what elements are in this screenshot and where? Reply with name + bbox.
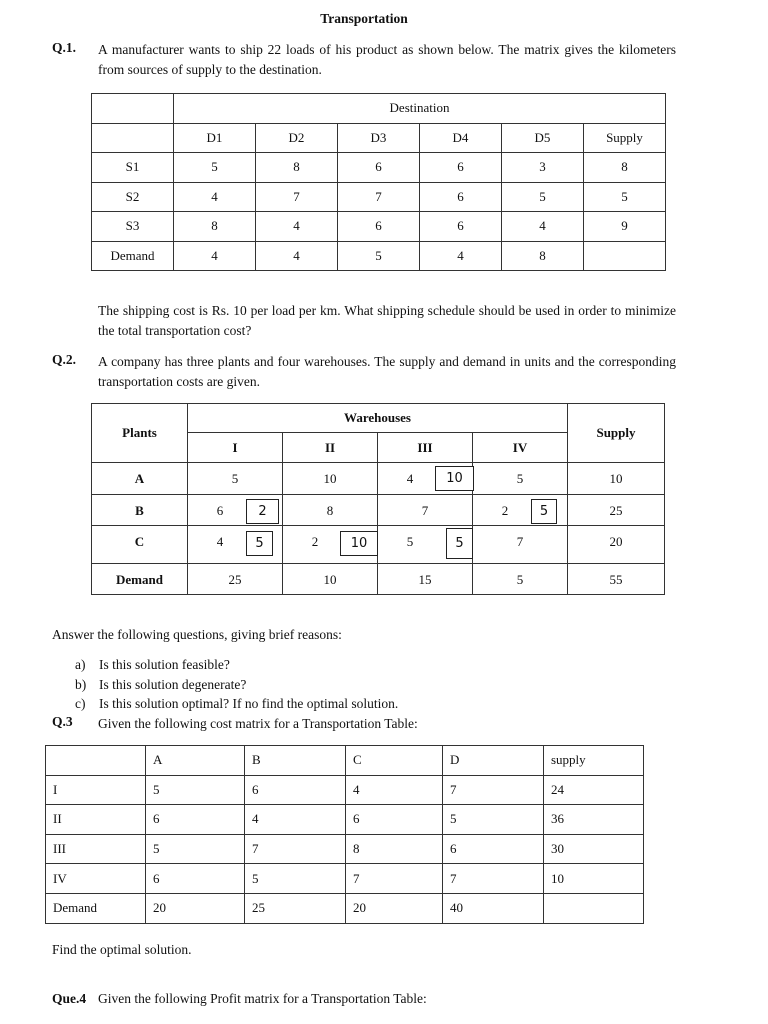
cell: 6	[338, 153, 420, 183]
cost-cell	[378, 526, 473, 564]
col-header: IV	[473, 433, 568, 463]
cell: 8	[256, 153, 338, 183]
table-row	[92, 526, 665, 564]
cell: 24	[544, 775, 644, 805]
cell: 40	[443, 893, 544, 923]
cell: 7	[338, 182, 420, 212]
cell: 25	[245, 893, 346, 923]
cost-cell	[473, 463, 568, 495]
cost-value: 7	[516, 534, 524, 549]
q1-followup: The shipping cost is Rs. 10 per load per km. What shipping schedule should be used in order to minimize the total transportation cost?	[98, 303, 676, 338]
cost-matrix-table	[45, 745, 644, 924]
list-item	[75, 655, 398, 675]
cost-cell	[188, 526, 283, 564]
row-label: S3	[92, 212, 174, 242]
cell: 36	[544, 805, 644, 835]
row-label: I	[46, 775, 146, 805]
supply-cell: 25	[568, 495, 665, 526]
cell: 6	[338, 212, 420, 242]
cell: 3	[502, 153, 584, 183]
col-header: D	[443, 746, 544, 776]
corner-cell	[92, 94, 174, 124]
cost-cell	[188, 463, 283, 495]
col-header: II	[283, 433, 378, 463]
cell: 4	[174, 241, 256, 271]
table-row	[46, 834, 644, 864]
cost-value: 4	[216, 534, 224, 549]
demand-cell: 25	[188, 564, 283, 595]
cell: 7	[245, 834, 346, 864]
q3-label: Q.3	[52, 714, 73, 729]
corner-cell	[46, 746, 146, 776]
allocation-box: 5	[531, 499, 557, 524]
cost-cell	[283, 463, 378, 495]
table-row	[92, 495, 665, 526]
allocation-box: 5	[246, 531, 273, 556]
cell: 5	[174, 153, 256, 183]
cell: 7	[443, 864, 544, 894]
cell: 5	[338, 241, 420, 271]
cell: 6	[146, 805, 245, 835]
cell: 6	[245, 775, 346, 805]
cell: 5	[146, 834, 245, 864]
cost-value: 5	[406, 534, 414, 549]
cell: 6	[346, 805, 443, 835]
demand-cell: 15	[378, 564, 473, 595]
cost-value: 5	[231, 471, 239, 486]
cell: 6	[443, 834, 544, 864]
cost-cell	[473, 526, 568, 564]
col-header: A	[146, 746, 245, 776]
q2-label: Q.2.	[52, 352, 77, 367]
row-label: Demand	[92, 241, 174, 271]
table-row	[92, 241, 666, 271]
col-header: D3	[338, 123, 420, 153]
list-marker: c)	[75, 696, 86, 711]
cell: 4	[256, 212, 338, 242]
cost-value: 5	[516, 471, 524, 486]
list-text: Is this solution feasible?	[99, 657, 230, 672]
row-label: C	[92, 526, 188, 564]
cell: 7	[443, 775, 544, 805]
row-label: B	[92, 495, 188, 526]
q2-text: A company has three plants and four warehouses. The supply and demand in units and the corresponding transportation costs are given.	[98, 354, 676, 389]
cell: 8	[502, 241, 584, 271]
col-header: C	[346, 746, 443, 776]
cost-value: 7	[421, 503, 429, 518]
cell: 4	[346, 775, 443, 805]
table-row	[92, 182, 666, 212]
supply-cell: 20	[568, 526, 665, 564]
q1-text: A manufacturer wants to ship 22 loads of his product as shown below. The matrix gives the kilometers from sources of supply to the destination.	[98, 42, 676, 77]
table-row	[46, 893, 644, 923]
q2-question-list	[75, 655, 398, 714]
col-header: III	[378, 433, 473, 463]
list-item	[75, 694, 398, 714]
cell	[584, 241, 666, 271]
cost-allocation-table	[91, 403, 665, 595]
cell: 6	[420, 212, 502, 242]
table-row	[46, 775, 644, 805]
table-row	[92, 212, 666, 242]
cost-value: 10	[323, 471, 337, 486]
allocation-box: 5	[446, 528, 473, 559]
cost-value: 6	[216, 503, 224, 518]
cell: 6	[420, 182, 502, 212]
row-label: S2	[92, 182, 174, 212]
cost-cell	[283, 526, 378, 564]
list-text: Is this solution optimal? If no find the optimal solution.	[99, 696, 399, 711]
warehouses-header: Warehouses	[188, 404, 568, 433]
q1-label: Q.1.	[52, 40, 77, 55]
cell: 8	[346, 834, 443, 864]
cell: 8	[584, 153, 666, 183]
row-label: Demand	[92, 564, 188, 595]
total-cell: 55	[568, 564, 665, 595]
cell: 6	[146, 864, 245, 894]
cell: 20	[346, 893, 443, 923]
row-label: II	[46, 805, 146, 835]
destination-header: Destination	[174, 94, 666, 124]
distance-matrix-table	[91, 93, 666, 271]
supply-header: Supply	[568, 404, 665, 463]
q4-text: Given the following Profit matrix for a Transportation Table:	[98, 991, 427, 1006]
cell: 4	[502, 212, 584, 242]
page-title: Transportation	[320, 11, 408, 26]
cell: 30	[544, 834, 644, 864]
cost-cell	[473, 495, 568, 526]
cost-value: 4	[406, 471, 414, 486]
cell: 8	[174, 212, 256, 242]
row-label: III	[46, 834, 146, 864]
cost-cell	[378, 495, 473, 526]
q4-label: Que.4	[52, 991, 87, 1006]
plants-header: Plants	[92, 404, 188, 463]
list-text: Is this solution degenerate?	[99, 676, 247, 692]
cell: 6	[420, 153, 502, 183]
list-marker: a)	[75, 657, 86, 672]
allocation-box: 10	[340, 531, 378, 556]
cell	[544, 893, 644, 923]
cell: 20	[146, 893, 245, 923]
col-header: D2	[256, 123, 338, 153]
cell: 5	[502, 182, 584, 212]
demand-row	[92, 564, 665, 595]
cell: 5	[245, 864, 346, 894]
cost-cell	[188, 495, 283, 526]
col-header: D4	[420, 123, 502, 153]
cell: 4	[174, 182, 256, 212]
cost-value: 8	[326, 503, 334, 518]
cell: 4	[420, 241, 502, 271]
cell: 9	[584, 212, 666, 242]
cost-value: 2	[501, 503, 509, 518]
col-header: D1	[174, 123, 256, 153]
cell: 10	[544, 864, 644, 894]
list-marker: b)	[75, 676, 87, 692]
row-label: Demand	[46, 893, 146, 923]
cell: 4	[245, 805, 346, 835]
cell: 5	[584, 182, 666, 212]
q3-text: Given the following cost matrix for a Transportation Table:	[98, 716, 418, 731]
row-label: S1	[92, 153, 174, 183]
q3-followup: Find the optimal solution.	[52, 942, 192, 957]
demand-cell: 10	[283, 564, 378, 595]
allocation-box: 10	[435, 466, 474, 491]
cell: 4	[256, 241, 338, 271]
demand-cell: 5	[473, 564, 568, 595]
cost-cell	[283, 495, 378, 526]
cell: 5	[443, 805, 544, 835]
supply-cell: 10	[568, 463, 665, 495]
table-row	[46, 864, 644, 894]
allocation-box: 2	[246, 499, 279, 524]
table-row	[92, 153, 666, 183]
col-header: supply	[544, 746, 644, 776]
row-label: IV	[46, 864, 146, 894]
table-row	[92, 463, 665, 495]
corner-cell	[92, 123, 174, 153]
table-row	[46, 805, 644, 835]
col-header: D5	[502, 123, 584, 153]
cell: 7	[346, 864, 443, 894]
q2-instruction: Answer the following questions, giving brief reasons:	[52, 627, 342, 642]
cell: 7	[256, 182, 338, 212]
col-header: Supply	[584, 123, 666, 153]
cost-cell	[378, 463, 473, 495]
row-label: A	[92, 463, 188, 495]
cost-value: 2	[311, 534, 319, 549]
list-item	[75, 675, 398, 695]
col-header: B	[245, 746, 346, 776]
col-header: I	[188, 433, 283, 463]
cell: 5	[146, 775, 245, 805]
